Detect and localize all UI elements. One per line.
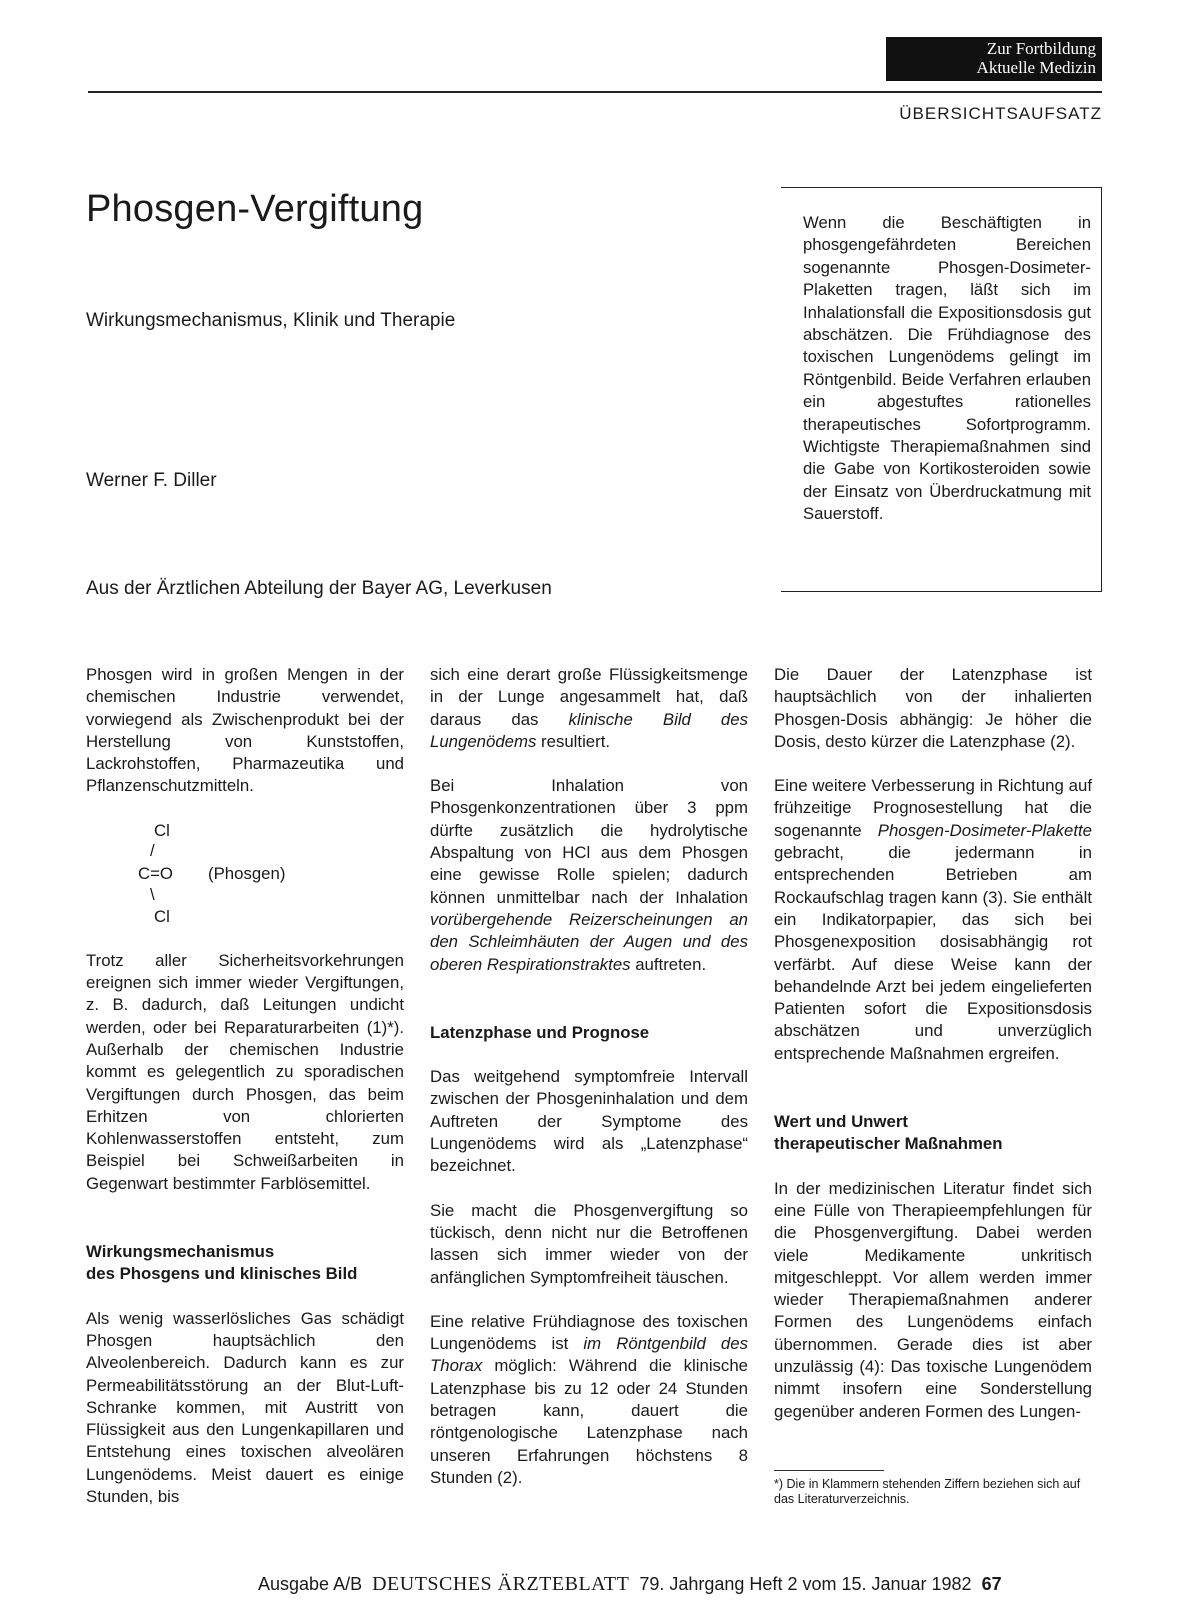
section-label: ÜBERSICHTSAUFSATZ	[899, 104, 1102, 123]
author: Werner F. Diller	[86, 470, 217, 491]
paragraph: Die Dauer der Latenzphase ist hauptsächlich von der inhalierten Phosgen-Dosis abhängig: Je höher die Dosis, desto kürzer die Latenzphase (2).	[774, 665, 1092, 751]
rubric-line-1: Zur Fortbildung	[986, 39, 1096, 58]
heading-line: Wirkungsmechanismus	[86, 1242, 275, 1262]
text-run: auftreten.	[630, 954, 707, 974]
column-1	[86, 664, 404, 1530]
section-heading	[774, 1111, 1092, 1156]
paragraph: Das weitgehend symptomfreie Intervall zwischen der Phosgeninhalation und dem Auftreten der Symptome des Lungenödems wird als „Latenzphase“ bezeichnet.	[430, 1067, 748, 1176]
text-run: sich eine derart große Flüssigkeitsmenge in der Lunge angesammelt hat, daß daraus das	[430, 665, 748, 729]
paragraph	[430, 775, 748, 976]
footnote	[774, 1477, 1102, 1507]
rubric-line-2: Aktuelle Medizin	[976, 58, 1096, 77]
footnote-mark: *)	[774, 1477, 784, 1491]
emphasis: klinische Bild des Lungenödems	[430, 709, 748, 751]
paragraph: Trotz aller Sicherheitsvorkehrungen ereignen sich immer wieder Vergiftungen, z. B. dadurch, daß Leitungen undicht werden, oder bei Reparaturarbeiten (1)*). Außerhalb der chemischen Industrie kommt es gelegentlich zu sporadischen Vergiftungen durch Phosgen, das beim Erhitzen von chlorierten Kohlenwasserstoffen entsteht, zum Beispiel bei Schweißarbeiten in Gegenwart bestimmter Farblösemittel.	[86, 950, 404, 1193]
paragraph	[430, 664, 748, 753]
edition: Ausgabe A/B	[258, 1574, 363, 1594]
issue-info: 79. Jahrgang Heft 2 vom 15. Januar 1982	[639, 1574, 972, 1594]
section-heading: Latenzphase und Prognose	[430, 1022, 650, 1042]
footnote-text: Die in Klammern stehenden Ziffern beziehen sich auf das Literaturverzeichnis.	[774, 1477, 1081, 1506]
page-footer	[258, 1573, 1002, 1596]
article-subtitle: Wirkungsmechanismus, Klinik und Therapie	[86, 310, 456, 331]
abstract-text: Wenn die Beschäftigten in phosgengefährdeten Bereichen sogenannte Phosgen-Dosimeter-Plaketten tragen, läßt sich im Inhalationsfall die Expositionsdosis gut abschätzen. Die Frühdiagnose des toxischen Lungenödems gelingt im Röntgenbild. Beide Verfahren erlauben ein abgestuftes rationelles therapeutisches Sofortprogramm. Wichtigste Therapiemaßnahmen sind die Gabe von Kortikosteroiden sowie der Einsatz von Überdruckatmung mit Sauerstoff.	[803, 213, 1091, 524]
heading-line: therapeutischer Maßnahmen	[774, 1134, 1003, 1154]
footnote-rule	[774, 1470, 884, 1471]
abstract-box	[781, 187, 1102, 592]
paragraph: Als wenig wasserlösliches Gas schädigt Phosgen hauptsächlich den Alveolenbereich. Dadurch kann es zur Permeabilitätsstörung an der Blut-Luft-Schranke kommen, mit Austritt von Flüssigkeit aus den Lungenkapillaren und Entstehung eines toxischen alveolären Lungenödems. Meist dauert es einige Stunden, bis	[86, 1308, 404, 1507]
formula-bond-down: \	[150, 884, 155, 904]
text-run: möglich: Während die klinische Latenzphase bis zu 12 oder 24 Stunden betragen kann, dauert die röntgenologische Latenzphase nach unseren Erfahrungen höchstens 8 Stunden (2).	[430, 1356, 748, 1487]
text-run: Eine weitere Verbesserung in Richtung auf frühzeitige Prognosestellung hat die sogenannte	[774, 776, 1092, 840]
header-rule	[88, 91, 1102, 93]
text-run: Eine relative Frühdiagnose des toxischen Lungenödems ist	[430, 1311, 748, 1354]
paragraph: Phosgen wird in großen Mengen in der chemischen Industrie verwendet, vorwiegend als Zwischenprodukt bei der Herstellung von Kunststoffen, Lackrohstoffen, Pharmazeutika und Pflanzenschutzmitteln.	[86, 665, 404, 796]
heading-line: des Phosgens und klinisches Bild	[86, 1264, 358, 1284]
text-run: Bei Inhalation von Phosgenkonzentrationen über 3 ppm dürfte zusätzlich die hydrolytische Abspaltung von HCl aus dem Phosgen eine gewisse Rolle spielen; dadurch können unmittelbar nach der Inhalation	[430, 776, 748, 907]
affiliation: Aus der Ärztlichen Abteilung der Bayer AG, Leverkusen	[86, 578, 552, 599]
column-3	[774, 664, 1092, 1445]
heading-line: Wert und Unwert	[774, 1112, 908, 1132]
paragraph: In der medizinischen Literatur findet sich eine Fülle von Therapieempfehlungen für die Phosgenvergiftung. Dabei werden viele Medikamente unkritisch mitgeschleppt. Vor allem werden immer wieder Therapiemaßnahmen anderer Formen des Lungenödems einfach übernommen. Gerade dies ist aber unzulässig (4): Das toxische Lungenödem nimmt insofern eine Sonderstellung gegenüber anderen Formen des Lungen-	[774, 1178, 1092, 1421]
section-heading	[86, 1241, 404, 1286]
text-run: resultiert.	[536, 731, 611, 751]
formula-name: (Phosgen)	[208, 863, 286, 883]
emphasis: im Röntgenbild des Thorax	[430, 1334, 748, 1376]
paragraph	[774, 775, 1092, 1065]
emphasis: Phosgen-Dosimeter-Plakette	[877, 820, 1092, 840]
formula-bond-up: /	[150, 840, 155, 860]
rubric-badge	[886, 37, 1102, 81]
text-run: gebracht, die jedermann in entsprechenden Betrieben am Rockaufschlag tragen kann (3). Sie enthält ein Indikatorpapier, das sich bei Phosgenexposition dosisabhängig rot verfärbt. Auf diese Weise kann der behandelnde Arzt bei jedem eingelieferten Patienten sofort die Expositionsdosis abschätzen und unverzüglich entsprechende Maßnahmen ergreifen.	[774, 843, 1092, 1063]
formula-center: C=O	[138, 863, 173, 883]
journal-name: DEUTSCHES ÄRZTEBLATT	[372, 1573, 630, 1595]
formula-cl-bottom: Cl	[154, 906, 170, 926]
paragraph	[430, 1311, 748, 1489]
emphasis: vorübergehende Reizerscheinungen an den Schleimhäuten der Augen und des oberen Respirationstraktes	[430, 909, 748, 974]
phosgene-structure-formula	[86, 820, 404, 928]
column-2	[430, 664, 748, 1511]
page-number: 67	[981, 1574, 1002, 1594]
article-title: Phosgen-Vergiftung	[86, 188, 424, 230]
paragraph: Sie macht die Phosgenvergiftung so tückisch, denn nicht nur die Betroffenen lassen sich immer wieder von der anfänglichen Symptomfreiheit täuschen.	[430, 1200, 748, 1287]
formula-cl-top: Cl	[154, 820, 170, 840]
